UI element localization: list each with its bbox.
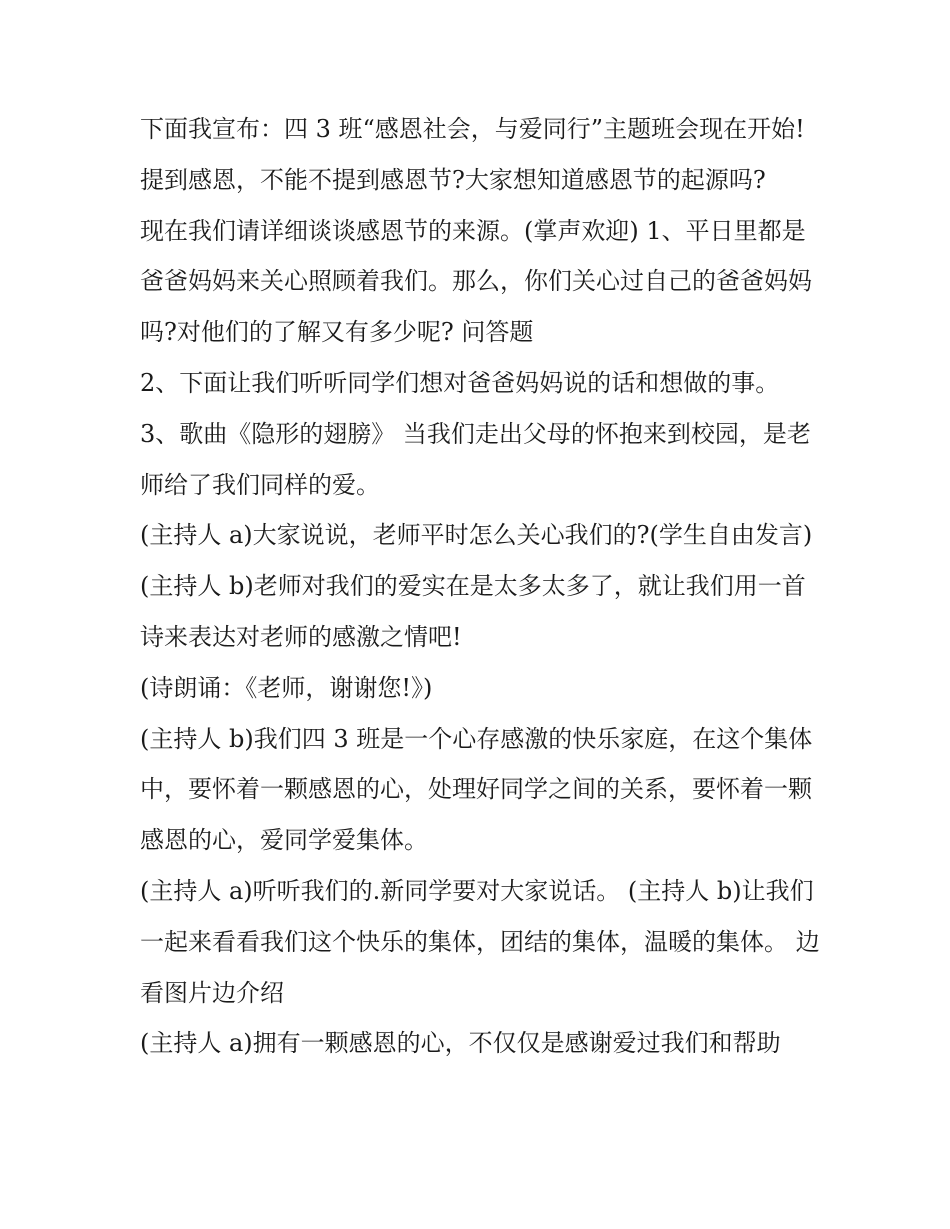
paragraph-host-a-new-students: (主持人 a)听听我们的.新同学要对大家说话。 (主持人 b)让我们一起来看看我们这个快乐的集体，团结的集体，温暖的集体。 边看图片边介绍: [140, 876, 820, 1007]
document-body: [140, 104, 820, 1069]
paragraph-host-b-class: (主持人 b)我们四 3 班是一个心存感激的快乐家庭，在这个集体中，要怀着一颗感恩的心，处理好同学之间的关系，要怀着一颗感恩的心，爱同学爱集体。: [140, 724, 813, 855]
paragraph-host-a-teachers: (主持人 a)大家说说，老师平时怎么关心我们的?(学生自由发言) (主持人 b)老师对我们的爱实在是太多太多了，就让我们用一首诗来表达对老师的感激之情吧!: [140, 521, 820, 651]
paragraph-host-a-gratitude: (主持人 a)拥有一颗感恩的心，不仅仅是感谢爱过我们和帮助: [140, 1029, 781, 1058]
paragraph-origin: 现在我们请详细谈谈感恩节的来源。(掌声欢迎) 1、平日里都是爸爸妈妈来关心照顾着我们。那么，你们关心过自己的爸爸妈妈吗?对他们的了解又有多少呢? 问答题: [140, 216, 812, 347]
paragraph-poem: (诗朗诵：《老师，谢谢您!》): [140, 673, 433, 702]
paragraph-item-2: 2、下面让我们听听同学们想对爸爸妈妈说的话和想做的事。: [140, 368, 780, 397]
paragraph-opening: 下面我宣布：四 3 班“感恩社会，与爱同行”主题班会现在开始! 提到感恩，不能不提到感恩节?大家想知道感恩节的起源吗?: [140, 115, 813, 194]
paragraph-item-3: 3、歌曲《隐形的翅膀》 当我们走出父母的怀抱来到校园，是老师给了我们同样的爱。: [140, 419, 811, 499]
